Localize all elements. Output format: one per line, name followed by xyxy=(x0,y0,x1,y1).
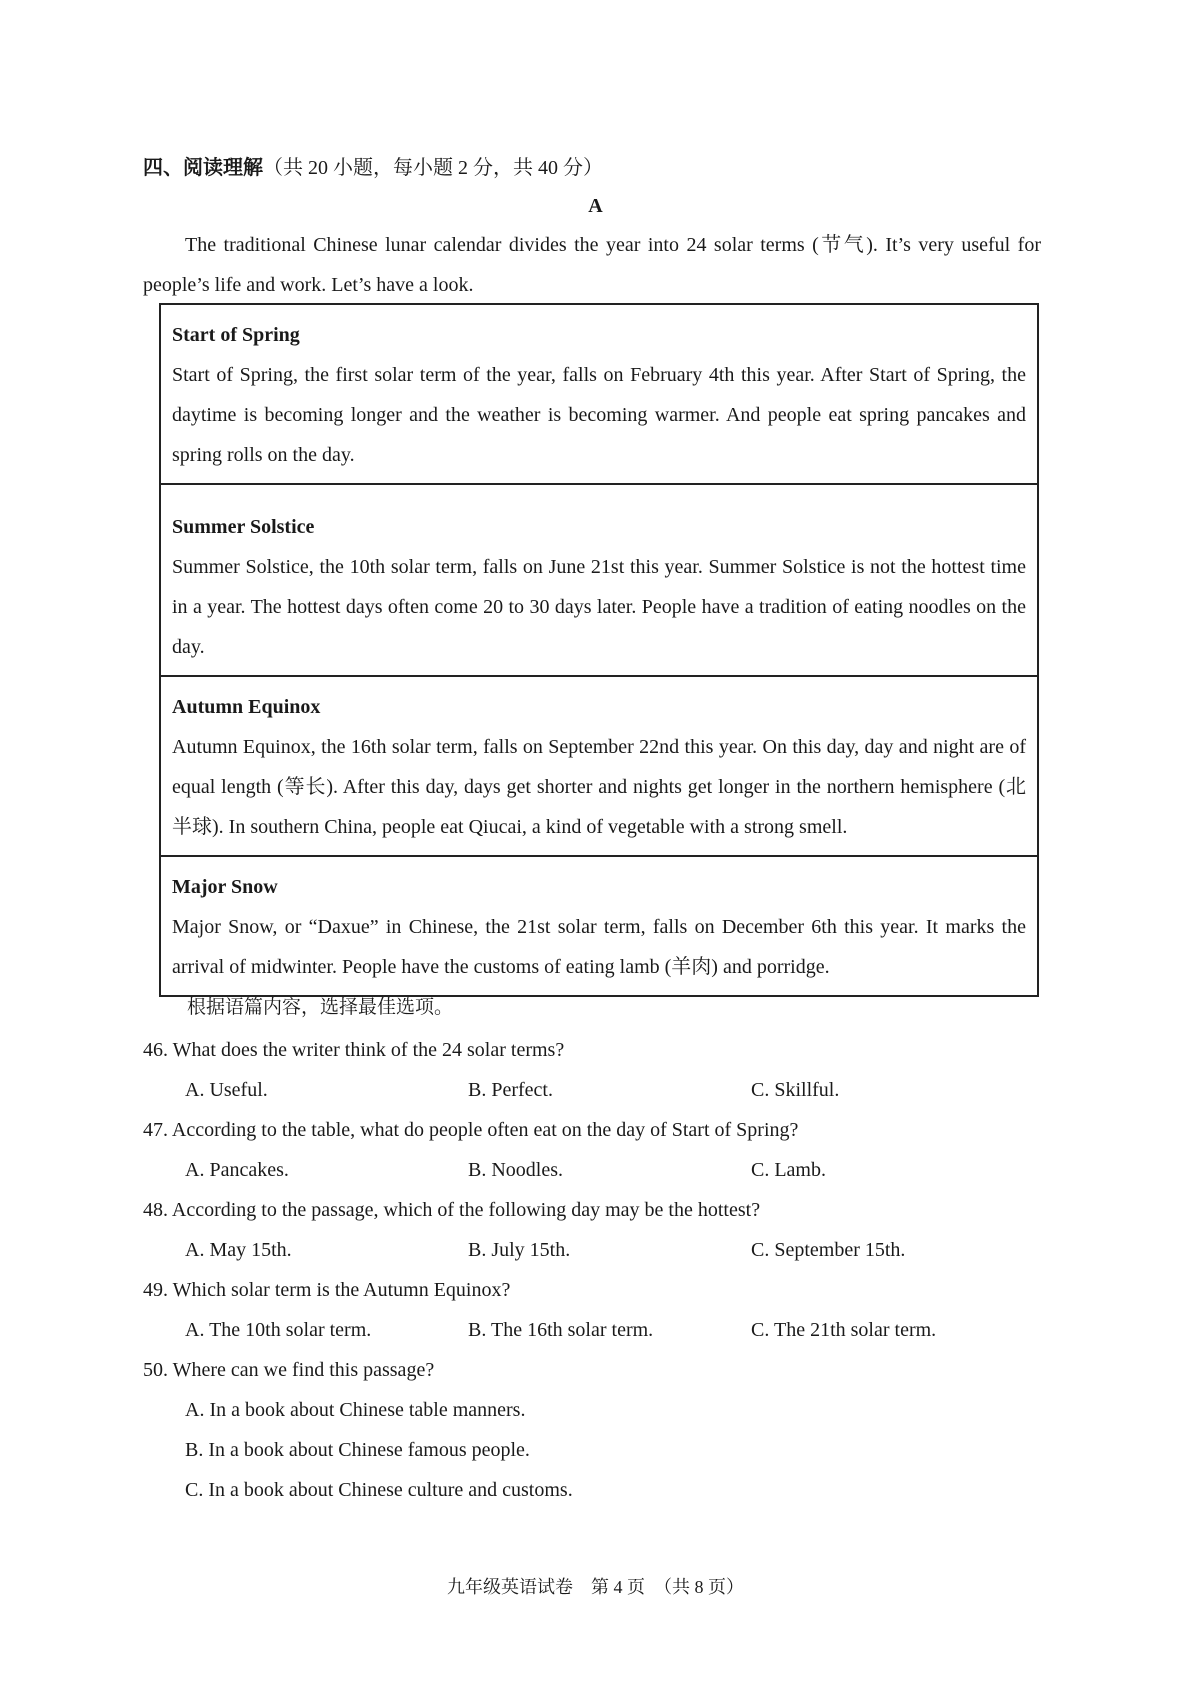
option-b[interactable]: B. Noodles. xyxy=(468,1159,563,1181)
question-50 xyxy=(143,1350,1043,1510)
options-row xyxy=(143,1230,1043,1270)
term-row-autumn-equinox xyxy=(161,677,1037,857)
term-title: Summer Solstice xyxy=(172,516,315,538)
instruction: 根据语篇内容，选择最佳选项。 xyxy=(187,997,454,1018)
term-body: Summer Solstice, the 10th solar term, falls on June 21st this year. Summer Solstice is not the hottest time in a year. The hottest days often come 20 to 30 days later. People have a tradition of eating noodles on the day. xyxy=(172,556,1026,658)
question-stem: 46. What does the writer think of the 24 solar terms? xyxy=(143,1039,565,1061)
option-b[interactable]: B. Perfect. xyxy=(468,1079,553,1101)
page-footer: 九年级英语试卷 第 4 页 （共 8 页） xyxy=(447,1577,744,1597)
options-row xyxy=(143,1070,1043,1110)
option-c[interactable]: C. September 15th. xyxy=(751,1239,906,1261)
option-b[interactable]: B. The 16th solar term. xyxy=(468,1319,654,1341)
option-a[interactable]: A. May 15th. xyxy=(185,1239,292,1261)
question-stem: 50. Where can we find this passage? xyxy=(143,1359,435,1381)
option-c[interactable]: C. Lamb. xyxy=(751,1159,826,1181)
option-b[interactable]: B. July 15th. xyxy=(468,1239,571,1261)
passage-label: A xyxy=(588,195,603,217)
option-a[interactable]: A. The 10th solar term. xyxy=(185,1319,372,1341)
option-b[interactable]: B. In a book about Chinese famous people. xyxy=(185,1439,530,1461)
section-heading-scoring: （共 20 小题，每小题 2 分，共 40 分） xyxy=(263,157,603,179)
question-48 xyxy=(143,1190,1043,1270)
term-body: Autumn Equinox, the 16th solar term, falls on September 22nd this year. On this day, day and night are of equal length (等长). After this day, days get shorter and nights get longer in the northern hemisphere (北半球). In southern China, people eat Qiucai, a kind of vegetable with a strong smell. xyxy=(172,736,1026,838)
section-heading-title: 四、阅读理解 xyxy=(143,157,263,179)
term-title: Major Snow xyxy=(172,876,278,898)
term-body: Major Snow, or “Daxue” in Chinese, the 21st solar term, falls on December 6th this year. It marks the arrival of midwinter. People have the customs of eating lamb (羊肉) and porridge. xyxy=(172,916,1026,978)
options-row xyxy=(143,1310,1043,1350)
option-c[interactable]: C. The 21th solar term. xyxy=(751,1319,937,1341)
term-row-start-of-spring xyxy=(161,305,1037,485)
question-49 xyxy=(143,1270,1043,1350)
term-title: Start of Spring xyxy=(172,324,300,346)
term-row-summer-solstice xyxy=(161,485,1037,677)
question-list xyxy=(143,1030,1043,1510)
options-row xyxy=(143,1150,1043,1190)
question-stem: 49. Which solar term is the Autumn Equinox? xyxy=(143,1279,511,1301)
term-row-major-snow xyxy=(161,857,1037,995)
solar-terms-table xyxy=(159,303,1039,997)
option-c[interactable]: C. In a book about Chinese culture and customs. xyxy=(185,1479,573,1501)
question-stem: 48. According to the passage, which of the following day may be the hottest? xyxy=(143,1199,761,1221)
option-a[interactable]: A. Pancakes. xyxy=(185,1159,289,1181)
option-a[interactable]: A. In a book about Chinese table manners. xyxy=(185,1399,526,1421)
term-body: Start of Spring, the first solar term of the year, falls on February 4th this year. After Start of Spring, the daytime is becoming longer and the weather is becoming warmer. And people eat spring pancakes and spring rolls on the day. xyxy=(172,364,1026,466)
option-c[interactable]: C. Skillful. xyxy=(751,1079,840,1101)
options-column xyxy=(143,1390,1043,1510)
question-stem: 47. According to the table, what do people often eat on the day of Start of Spring? xyxy=(143,1119,799,1141)
term-title: Autumn Equinox xyxy=(172,696,321,718)
section-heading xyxy=(143,154,603,182)
intro-paragraph: The traditional Chinese lunar calendar divides the year into 24 solar terms (节气). It’s very useful for people’s life and work. Let’s have a look. xyxy=(143,234,1041,296)
question-47 xyxy=(143,1110,1043,1190)
option-a[interactable]: A. Useful. xyxy=(185,1079,268,1101)
question-46 xyxy=(143,1030,1043,1110)
